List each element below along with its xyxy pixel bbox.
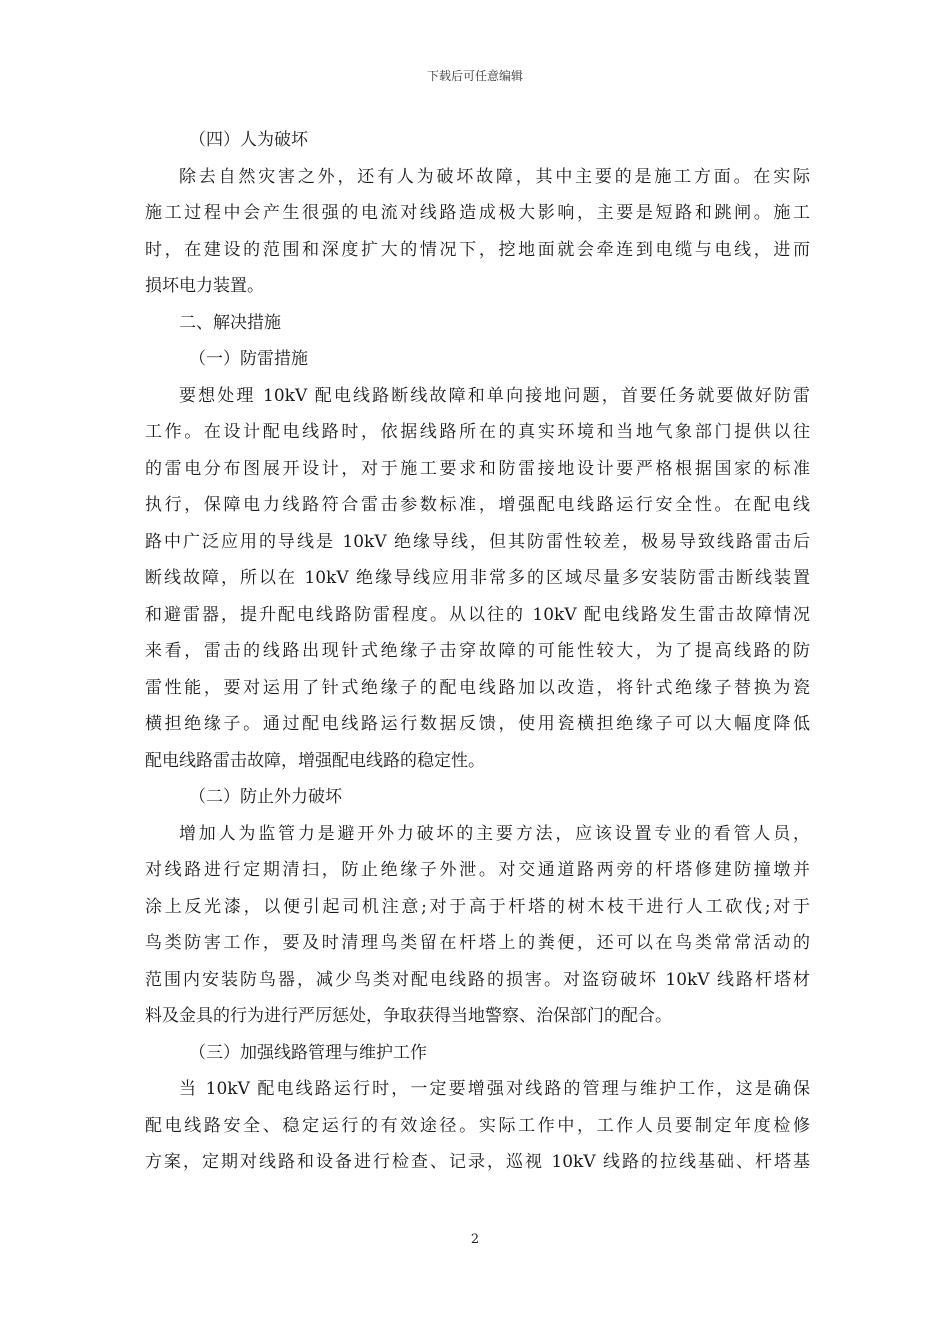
paragraph-line: 增加人为监管力是避开外力破坏的主要方法，应该设置专业的看管人员， [179,823,810,844]
paragraph-line: 的雷电分布图展开设计，对于施工要求和防雷接地设计要严格根据国家的标准 [145,458,810,479]
paragraph-line: 范围内安装防鸟器，减少鸟类对配电线路的损害。对盗窃破坏 10kV 线路杆塔材 [145,969,810,990]
paragraph-line: 要想处理 10kV 配电线路断线故障和单向接地问题，首要任务就要做好防雷 [179,385,810,406]
paragraph-line: 涂上反光漆，以便引起司机注意;对于高于杆塔的树木枝干进行人工砍伐;对于 [145,896,810,917]
paragraph-line: 和避雷器，提升配电线路防雷程度。从以往的 10kV 配电线路发生雷击故障情况 [145,604,810,625]
paragraph-line: 配电线路雷击故障，增强配电线路的稳定性。 [145,750,485,771]
section-heading: 二、解决措施 [179,312,281,333]
section-heading: （一）防雷措施 [189,349,308,369]
section-heading: （二）防止外力破坏 [189,787,342,807]
paragraph-line: 当 10kV 配电线路运行时，一定要增强对线路的管理与维护工作，这是确保 [179,1079,810,1099]
paragraph-line: 损坏电力装置。 [145,276,264,296]
paragraph-line: 时，在建设的范围和深度扩大的情况下，挖地面就会牵连到电缆与电线，进而 [145,239,810,260]
paragraph-line: 路中广泛应用的导线是 10kV 绝缘导线，但其防雷性较差，极易导致线路雷击后 [145,531,810,552]
paragraph-line: 对线路进行定期清扫，防止绝缘子外泄。对交通道路两旁的杆塔修建防撞墩并 [145,860,810,880]
paragraph-line: 料及金具的行为进行严厉惩处，争取获得当地警察、治保部门的配合。 [145,1006,672,1026]
paragraph-line: 鸟类防害工作，要及时清理鸟类留在杆塔上的粪便，还可以在鸟类常常活动的 [145,933,810,953]
paragraph-line: 工作。在设计配电线路时，依据线路所在的真实环境和当地气象部门提供以往 [145,422,810,442]
paragraph-line: 方案，定期对线路和设备进行检查、记录，巡视 10kV 线路的拉线基础、杆塔基 [145,1152,810,1172]
paragraph-line: 断线故障，所以在 10kV 绝缘导线应用非常多的区域尽量多安装防雷击断线装置 [145,568,810,588]
paragraph-line: 来看，雷击的线路出现针式绝缘子击穿故障的可能性较大，为了提高线路的防 [145,641,810,661]
paragraph-line: 配电线路安全、稳定运行的有效途径。实际工作中，工作人员要制定年度检修 [145,1115,810,1136]
section-heading: （三）加强线路管理与维护工作 [189,1042,427,1063]
page-number: 2 [470,1232,480,1247]
paragraph-line: 除去自然灾害之外，还有人为破坏故障，其中主要的是施工方面。在实际 [179,166,810,187]
paragraph-line: 施工过程中会产生很强的电流对线路造成极大影响，主要是短路和跳闸。施工 [145,203,810,223]
section-heading: （四）人为破坏 [189,130,308,150]
paragraph-line: 执行，保障电力线路符合雷击参数标准，增强配电线路运行安全性。在配电线 [145,495,810,515]
page-header: 下载后可任意编辑 [426,69,523,83]
paragraph-line: 雷性能，要对运用了针式绝缘子的配电线路加以改造，将针式绝缘子替换为瓷 [145,677,810,698]
paragraph-line: 横担绝缘子。通过配电线路运行数据反馈，使用瓷横担绝缘子可以大幅度降低 [145,714,810,734]
document-body [145,122,810,1181]
